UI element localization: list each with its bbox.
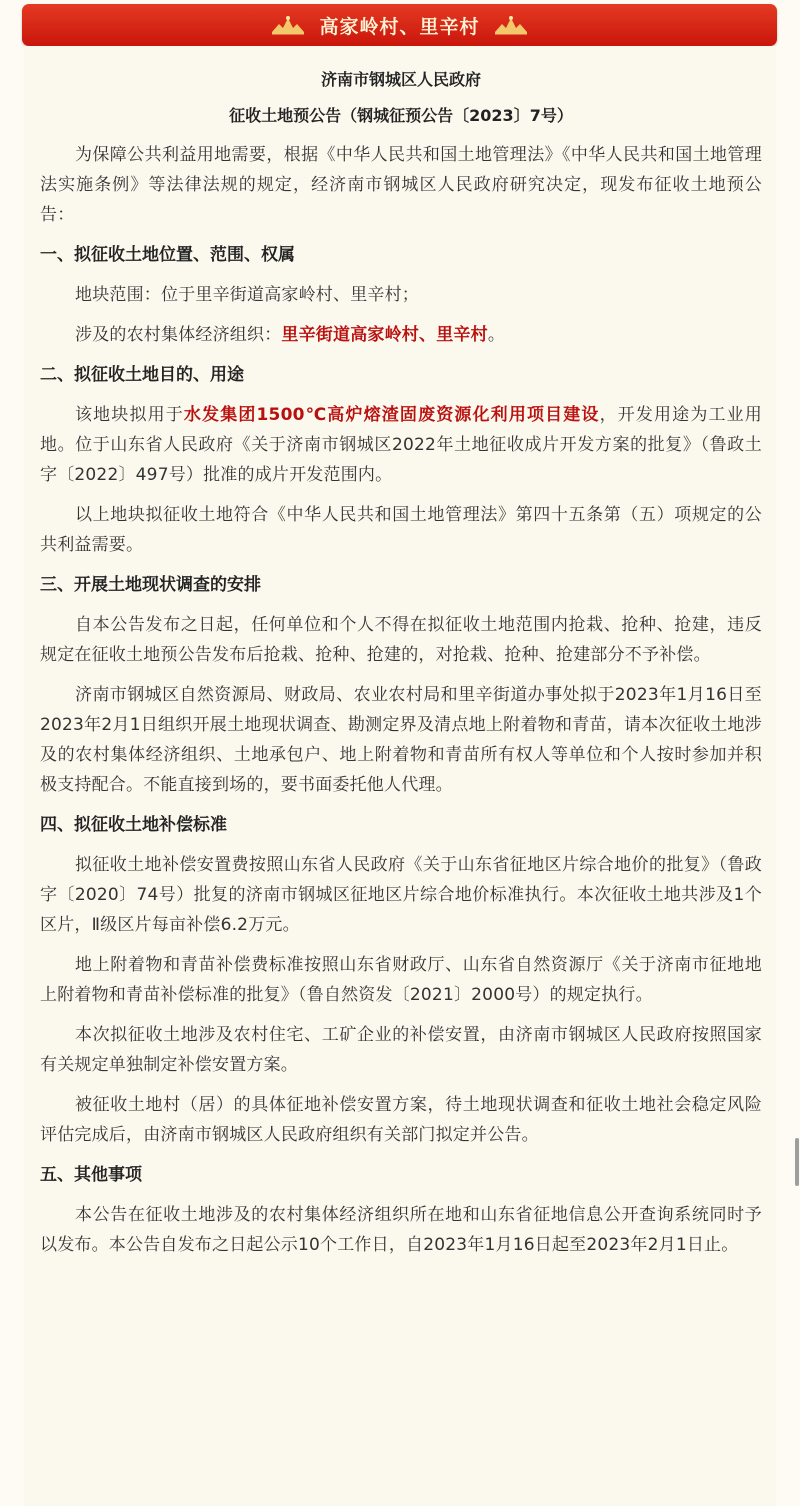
land-range-paragraph: 地块范围：位于里辛街道高家岭村、里辛村； (75, 285, 419, 305)
org-suffix: 。 (487, 325, 506, 345)
purpose-suffix: ，开发用途为工业用地。位于山东省人民政府《关于济南市钢城区2022年土地征收成片开发方案的批复》（鲁政土字〔2022〕497号）批准的成片开发范围内。 (40, 405, 762, 485)
public-interest-paragraph: 以上地块拟征收土地符合《中华人民共和国土地管理法》第四十五条第（五）项规定的公共利益需要。 (40, 505, 762, 555)
publication-paragraph: 本公告在征收土地涉及的农村集体经济组织所在地和山东省征地信息公开查询系统同时予以发布。本公告自发布之日起公示10个工作日，自2023年1月16日起至2023年2月1日止。 (40, 1205, 762, 1255)
header-banner (22, 4, 777, 46)
section-2-heading: 二、拟征收土地目的、用途 (40, 365, 244, 385)
golden-ornament-icon (494, 15, 528, 35)
attachment-compensation-paragraph: 地上附着物和青苗补偿费标准按照山东省财政厅、山东省自然资源厅《关于济南市征地地上附着物和青苗补偿标准的批复》（鲁自然资发〔2021〕2000号）的规定执行。 (40, 955, 762, 1005)
project-name-highlight: 水发集团1500℃高炉熔渣固废资源化利用项目建设 (183, 405, 600, 425)
section-5-heading: 五、其他事项 (40, 1165, 142, 1185)
survey-paragraph: 济南市钢城区自然资源局、财政局、农业农村局和里辛街道办事处拟于2023年1月16日至2023年2月1日组织开展土地现状调查、勘测定界及清点地上附着物和青苗，请本次征收土地涉及的农村集体经济组织、土地承包户、地上附着物和青苗所有权人等单位和个人按时参加并积极支持配合。不能直接到场的，要书面委托他人代理。 (40, 685, 762, 795)
purpose-prefix: 该地块拟用于 (75, 405, 184, 425)
notice-document (24, 46, 776, 1506)
prohibition-paragraph: 自本公告发布之日起，任何单位和个人不得在拟征收土地范围内抢栽、抢种、抢建，违反规定在征收土地预公告发布后抢栽、抢种、抢建的，对抢栽、抢种、抢建部分不予补偿。 (40, 615, 762, 665)
scrollbar-thumb[interactable] (795, 1138, 799, 1186)
banner-title: 高家岭村、里辛村 (319, 15, 480, 38)
section-1-heading: 一、拟征收土地位置、范围、权属 (40, 245, 295, 265)
compensation-paragraph: 拟征收土地补偿安置费按照山东省人民政府《关于山东省征地区片综合地价的批复》（鲁政字〔2020〕74号）批复的济南市钢城区征地区片综合地价标准执行。本次征收土地共涉及1个区片，Ⅱ级区片每亩补偿6.2万元。 (40, 855, 762, 935)
housing-compensation-paragraph: 本次拟征收土地涉及农村住宅、工矿企业的补偿安置，由济南市钢城区人民政府按照国家有关规定单独制定补偿安置方案。 (40, 1025, 762, 1075)
notice-title: 征收土地预公告（钢城征预公告〔2023〕7号） (229, 106, 573, 125)
section-3-heading: 三、开展土地现状调查的安排 (40, 575, 261, 595)
purpose-paragraph (40, 400, 762, 490)
resettlement-plan-paragraph: 被征收土地村（居）的具体征地补偿安置方案，待土地现状调查和征收土地社会稳定风险评估完成后，由济南市钢城区人民政府组织有关部门拟定并公告。 (40, 1095, 762, 1145)
section-4-heading: 四、拟征收土地补偿标准 (40, 815, 227, 835)
issuer-title: 济南市钢城区人民政府 (320, 70, 481, 89)
golden-ornament-icon (271, 15, 305, 35)
org-label: 涉及的农村集体经济组织： (75, 325, 282, 345)
intro-paragraph: 为保障公共利益用地需要，根据《中华人民共和国土地管理法》《中华人民共和国土地管理法实施条例》等法律法规的规定，经济南市钢城区人民政府研究决定，现发布征收土地预公告： (40, 145, 762, 225)
org-name-highlight: 里辛街道高家岭村、里辛村 (281, 325, 488, 345)
collective-org-paragraph (40, 320, 762, 350)
